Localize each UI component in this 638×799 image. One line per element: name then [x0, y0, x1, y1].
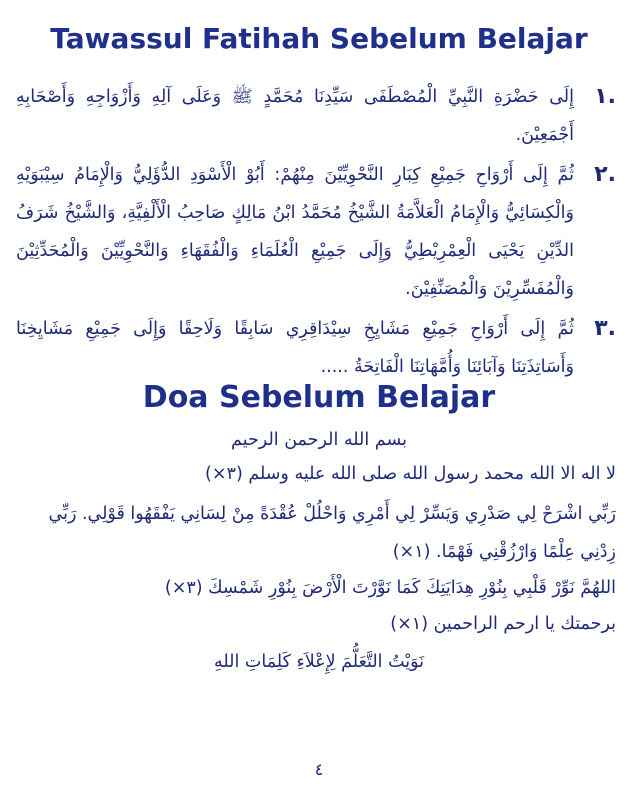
item-text: ثُمَّ إِلَى أَرْوَاحِ جَمِيْعِ مَشَايِخِ سِيْدَاقِرِي سَابِقًا وَلَاحِقًا وَإِلَى جَمِيْعِ مَشَايِخِنَا وَأَسَاتِذَتِنَا وَآبَائِنَا وَأُمَّهَاتِنَا الْفَاتِحَةُ ..... [16, 319, 574, 377]
tawassul-item-2 [16, 156, 616, 308]
item-text: ثُمَّ إِلَى أَرْوَاحِ جَمِيْعِ كِبَارِ النَّحْوِيِّيْنَ مِنْهُمْ: أَبُوْ الْأَسْوَدِ الدُّؤَلِيُّ وَالْإِمَامُ سِيْبَوَيْهِ وَالْكِسَائِيُّ وَالْإِمَامُ الْعَلاَّمَةُ الشَّيْخُ مُحَمَّدُ ابْنُ مَالِكٍ صَاحِبُ الْأَلْفِيَّةِ، وَالشَّيْخُ شَرَفُ الدِّيْنِ يَحْيَى الْعِمْرِيْطِيُّ وَإِلَى جَمِيْعِ الْعُلَمَاءِ وَالْفُقَهَاءِ وَالنَّحْوِيِّيْنَ وَالْمُحَدِّثِيْنَ وَالْمُفَسِّرِيْنَ وَالْمُصَنِّفِيْنَ. [16, 165, 574, 299]
page-number: ٤ [314, 760, 324, 779]
item-number: .٣ [594, 316, 616, 341]
doa-line-3: زِدْنِي عِلْمًا وَارْزُقْنِي فَهْمًا. (١×) [392, 542, 616, 562]
basmalah: بسم الله الرحمن الرحيم [231, 430, 407, 450]
niat-line: نَوَيْتُ التَّعَلُّمَ لِإِعْلاَءِ كَلِمَاتِ اللهِ [213, 652, 425, 672]
tawassul-item-3 [16, 310, 616, 386]
doa-line-2: رَبِّي اشْرَحْ لِي صَدْرِي وَيَسِّرْ لِي أَمْرِي وَاحْلُلْ عُقْدَةً مِنْ لِسَانِي يَفْقَهُوا قَوْلِي. رَبِّي [48, 504, 616, 524]
tawassul-list [16, 78, 616, 386]
item-number: .٢ [594, 162, 616, 187]
item-number: .١ [594, 84, 616, 109]
tawassul-item-1 [16, 78, 616, 154]
page-title: Tawassul Fatihah Sebelum Belajar [50, 22, 588, 55]
doa-heading: Doa Sebelum Belajar [142, 380, 496, 415]
doa-line-1: لا اله الا الله محمد رسول الله صلى الله عليه وسلم (٣×) [205, 464, 616, 484]
doa-line-5: برحمتك يا ارحم الراحمين (١×) [390, 614, 616, 634]
item-text: إِلَى حَضْرَةِ النَّبِيِّ الْمُصْطَفَى سَيِّدِنَا مُحَمَّدٍ ﷺ وَعَلَى آلِهِ وَأَزْوَاجِهِ وَأَصْحَابِهِ أَجْمَعِيْنَ. [16, 87, 574, 145]
doa-line-4: اللهُمَّ نَوِّرْ قَلْبِي بِنُوْرِ هِدَايَتِكَ كَمَا نَوَّرْتَ الْأَرْضَ بِنُوْرِ شَمْسِكَ (٣×) [164, 578, 616, 598]
